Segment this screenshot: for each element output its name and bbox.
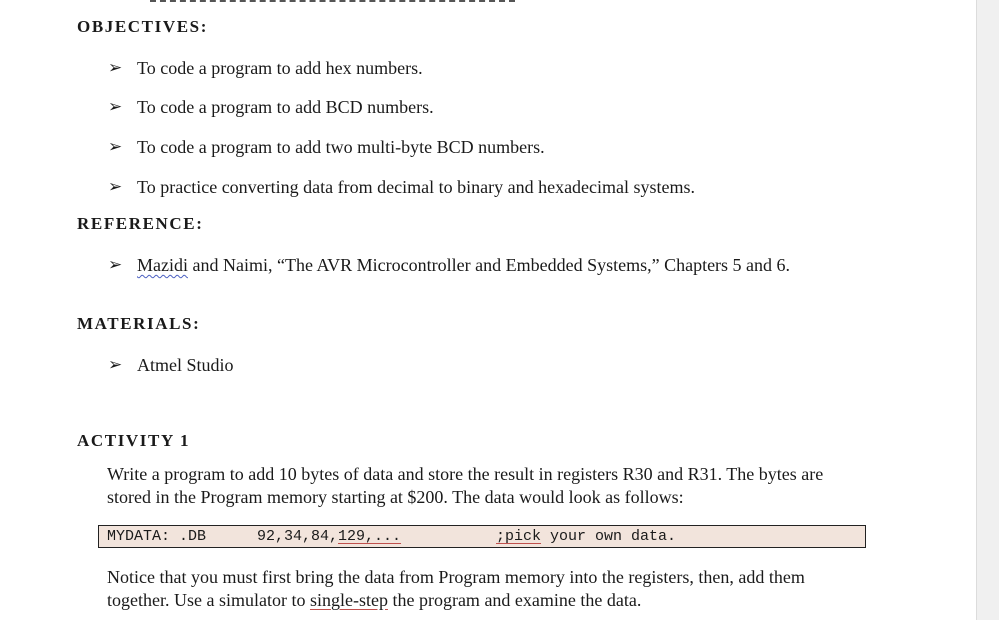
reference-heading: REFERENCE: bbox=[77, 214, 204, 233]
objectives-heading: OBJECTIVES: bbox=[77, 17, 208, 36]
spellcheck-word[interactable]: single-step bbox=[309, 590, 388, 610]
top-dashed-rule bbox=[150, 0, 515, 4]
arrow-bullet-icon: ➢ bbox=[108, 177, 123, 196]
materials-heading: MATERIALS: bbox=[77, 314, 201, 333]
spellcheck-word[interactable]: ;pick bbox=[496, 528, 542, 545]
vertical-scrollbar[interactable] bbox=[976, 0, 999, 620]
document-page: OBJECTIVES: ➢ To code a program to add hex numbers. ➢ To code a program to add BCD numbers. ➢ To code a program to add two multi-byte BCD numbers. ➢ To practice converting data from decimal to binary and hexadecimal systems. REFERENCE: ➢ Mazidi and Naimi, “The AVR Microcontroller and Embedded Systems,” Chapters 5 and 6. MATERIALS: ➢ Atmel Studio ACTIVITY 1 Write a program to add 10 bytes of data and store the result in registers R30 and R31. The bytes are stored in the Program memory starting at $200. The data would look as follows: MYDATA: .DB 92,34,84,129,... ;pick your own data. Notice that you must first bring the data from Program memory into the registers, then, add them together. Use a simulator to single-step the program and examine the data. bbox=[0, 0, 976, 620]
code-values: 92,34,84,129,... bbox=[257, 528, 402, 545]
arrow-bullet-icon: ➢ bbox=[108, 97, 123, 116]
arrow-bullet-icon: ➢ bbox=[108, 58, 123, 77]
code-label: MYDATA: .DB bbox=[107, 528, 207, 545]
spellcheck-word[interactable]: 129,... bbox=[338, 528, 402, 545]
arrow-bullet-icon: ➢ bbox=[108, 355, 123, 374]
arrow-bullet-icon: ➢ bbox=[108, 137, 123, 156]
activity-notice: Notice that you must first bring the data from Program memory into the registers, then, add them together. Use a simulator to single-step the program and examine the data. bbox=[107, 567, 805, 610]
activity-intro: Write a program to add 10 bytes of data and store the result in registers R30 and R31. The bytes are stored in the Program memory starting at $200. The data would look as follows: bbox=[107, 464, 824, 507]
code-comment: ;pick your own data. bbox=[496, 528, 677, 545]
activity-heading: ACTIVITY 1 bbox=[77, 431, 191, 450]
code-block bbox=[98, 525, 866, 548]
spellcheck-word[interactable]: Mazidi bbox=[137, 255, 188, 275]
arrow-bullet-icon: ➢ bbox=[108, 255, 123, 274]
